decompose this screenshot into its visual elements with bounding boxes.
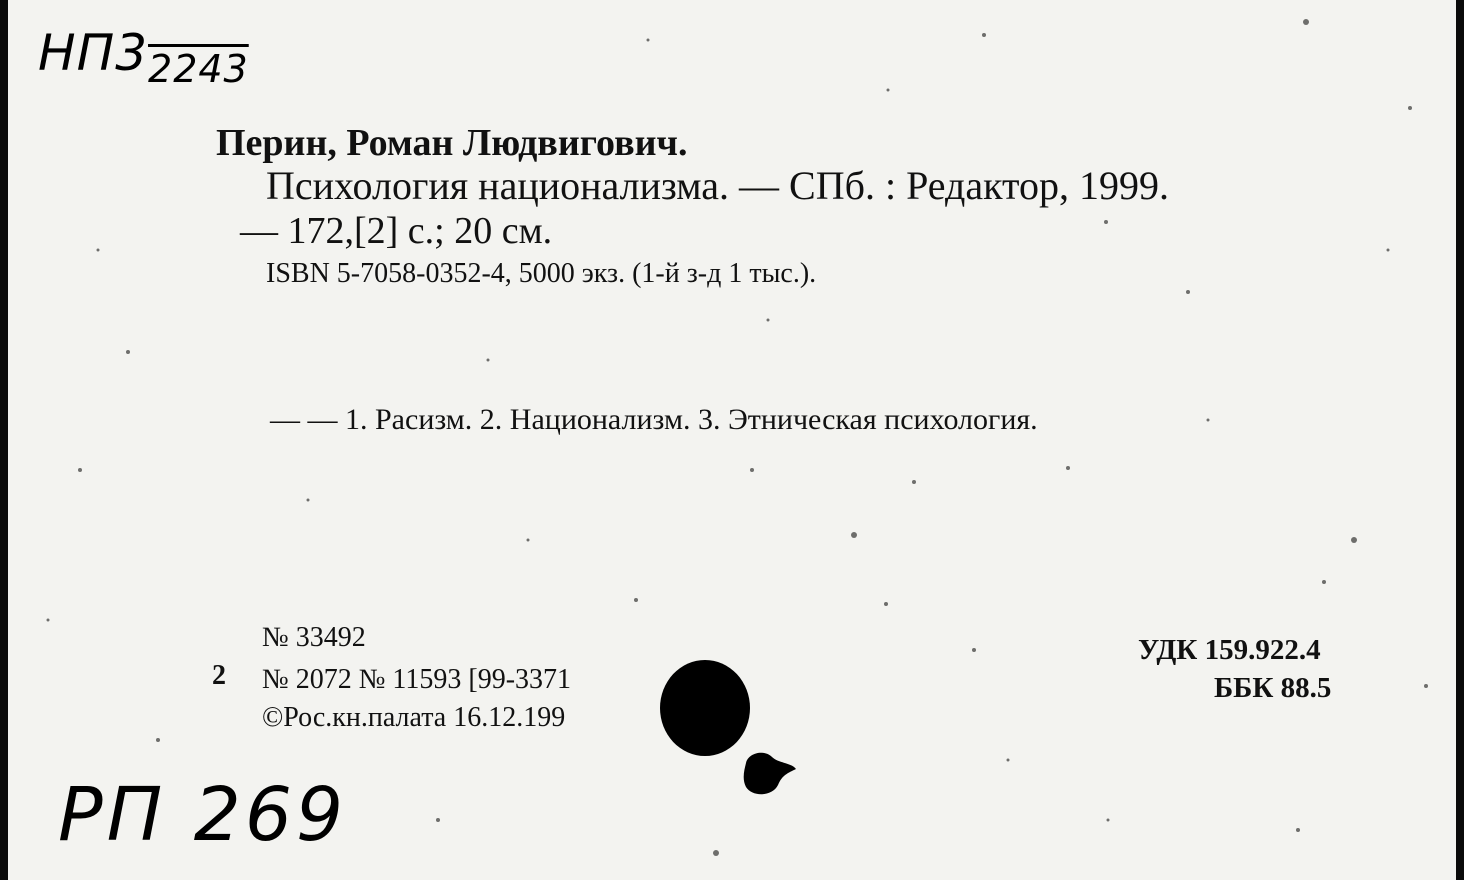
udk-code: УДК 159.922.4 [1138, 634, 1321, 666]
title-publication-line: Психология национализма. — СПб. : Редактор, 1999. [266, 163, 1169, 208]
shelf-mark-top-main: НП3 [38, 24, 149, 82]
handwritten-shelf-mark-top [38, 24, 249, 91]
ink-drip-stain [738, 745, 798, 800]
isbn-line: ISBN 5-7058-0352-4, 5000 экз. (1-й з-д 1 тыс.). [266, 258, 817, 289]
ink-blot [660, 660, 750, 756]
registration-number-2: № 2072 № 11593 [99-3371 [262, 664, 572, 695]
book-chamber-line: ©Рос.кн.палата 16.12.199 [262, 702, 566, 733]
shelf-mark-top-sub: 2243 [148, 47, 249, 91]
subject-headings: — — 1. Расизм. 2. Национализм. 3. Этническая психология. [270, 403, 1038, 436]
bbk-code: ББК 88.5 [1214, 672, 1332, 704]
registration-number-1: № 33492 [262, 622, 366, 653]
copy-number: 2 [212, 660, 226, 691]
pagination-line: — 172,[2] с.; 20 см. [240, 210, 553, 252]
author-heading: Перин, Роман Людвигович. [216, 122, 688, 164]
handwritten-shelf-mark-bottom: РП 269 [58, 772, 348, 858]
